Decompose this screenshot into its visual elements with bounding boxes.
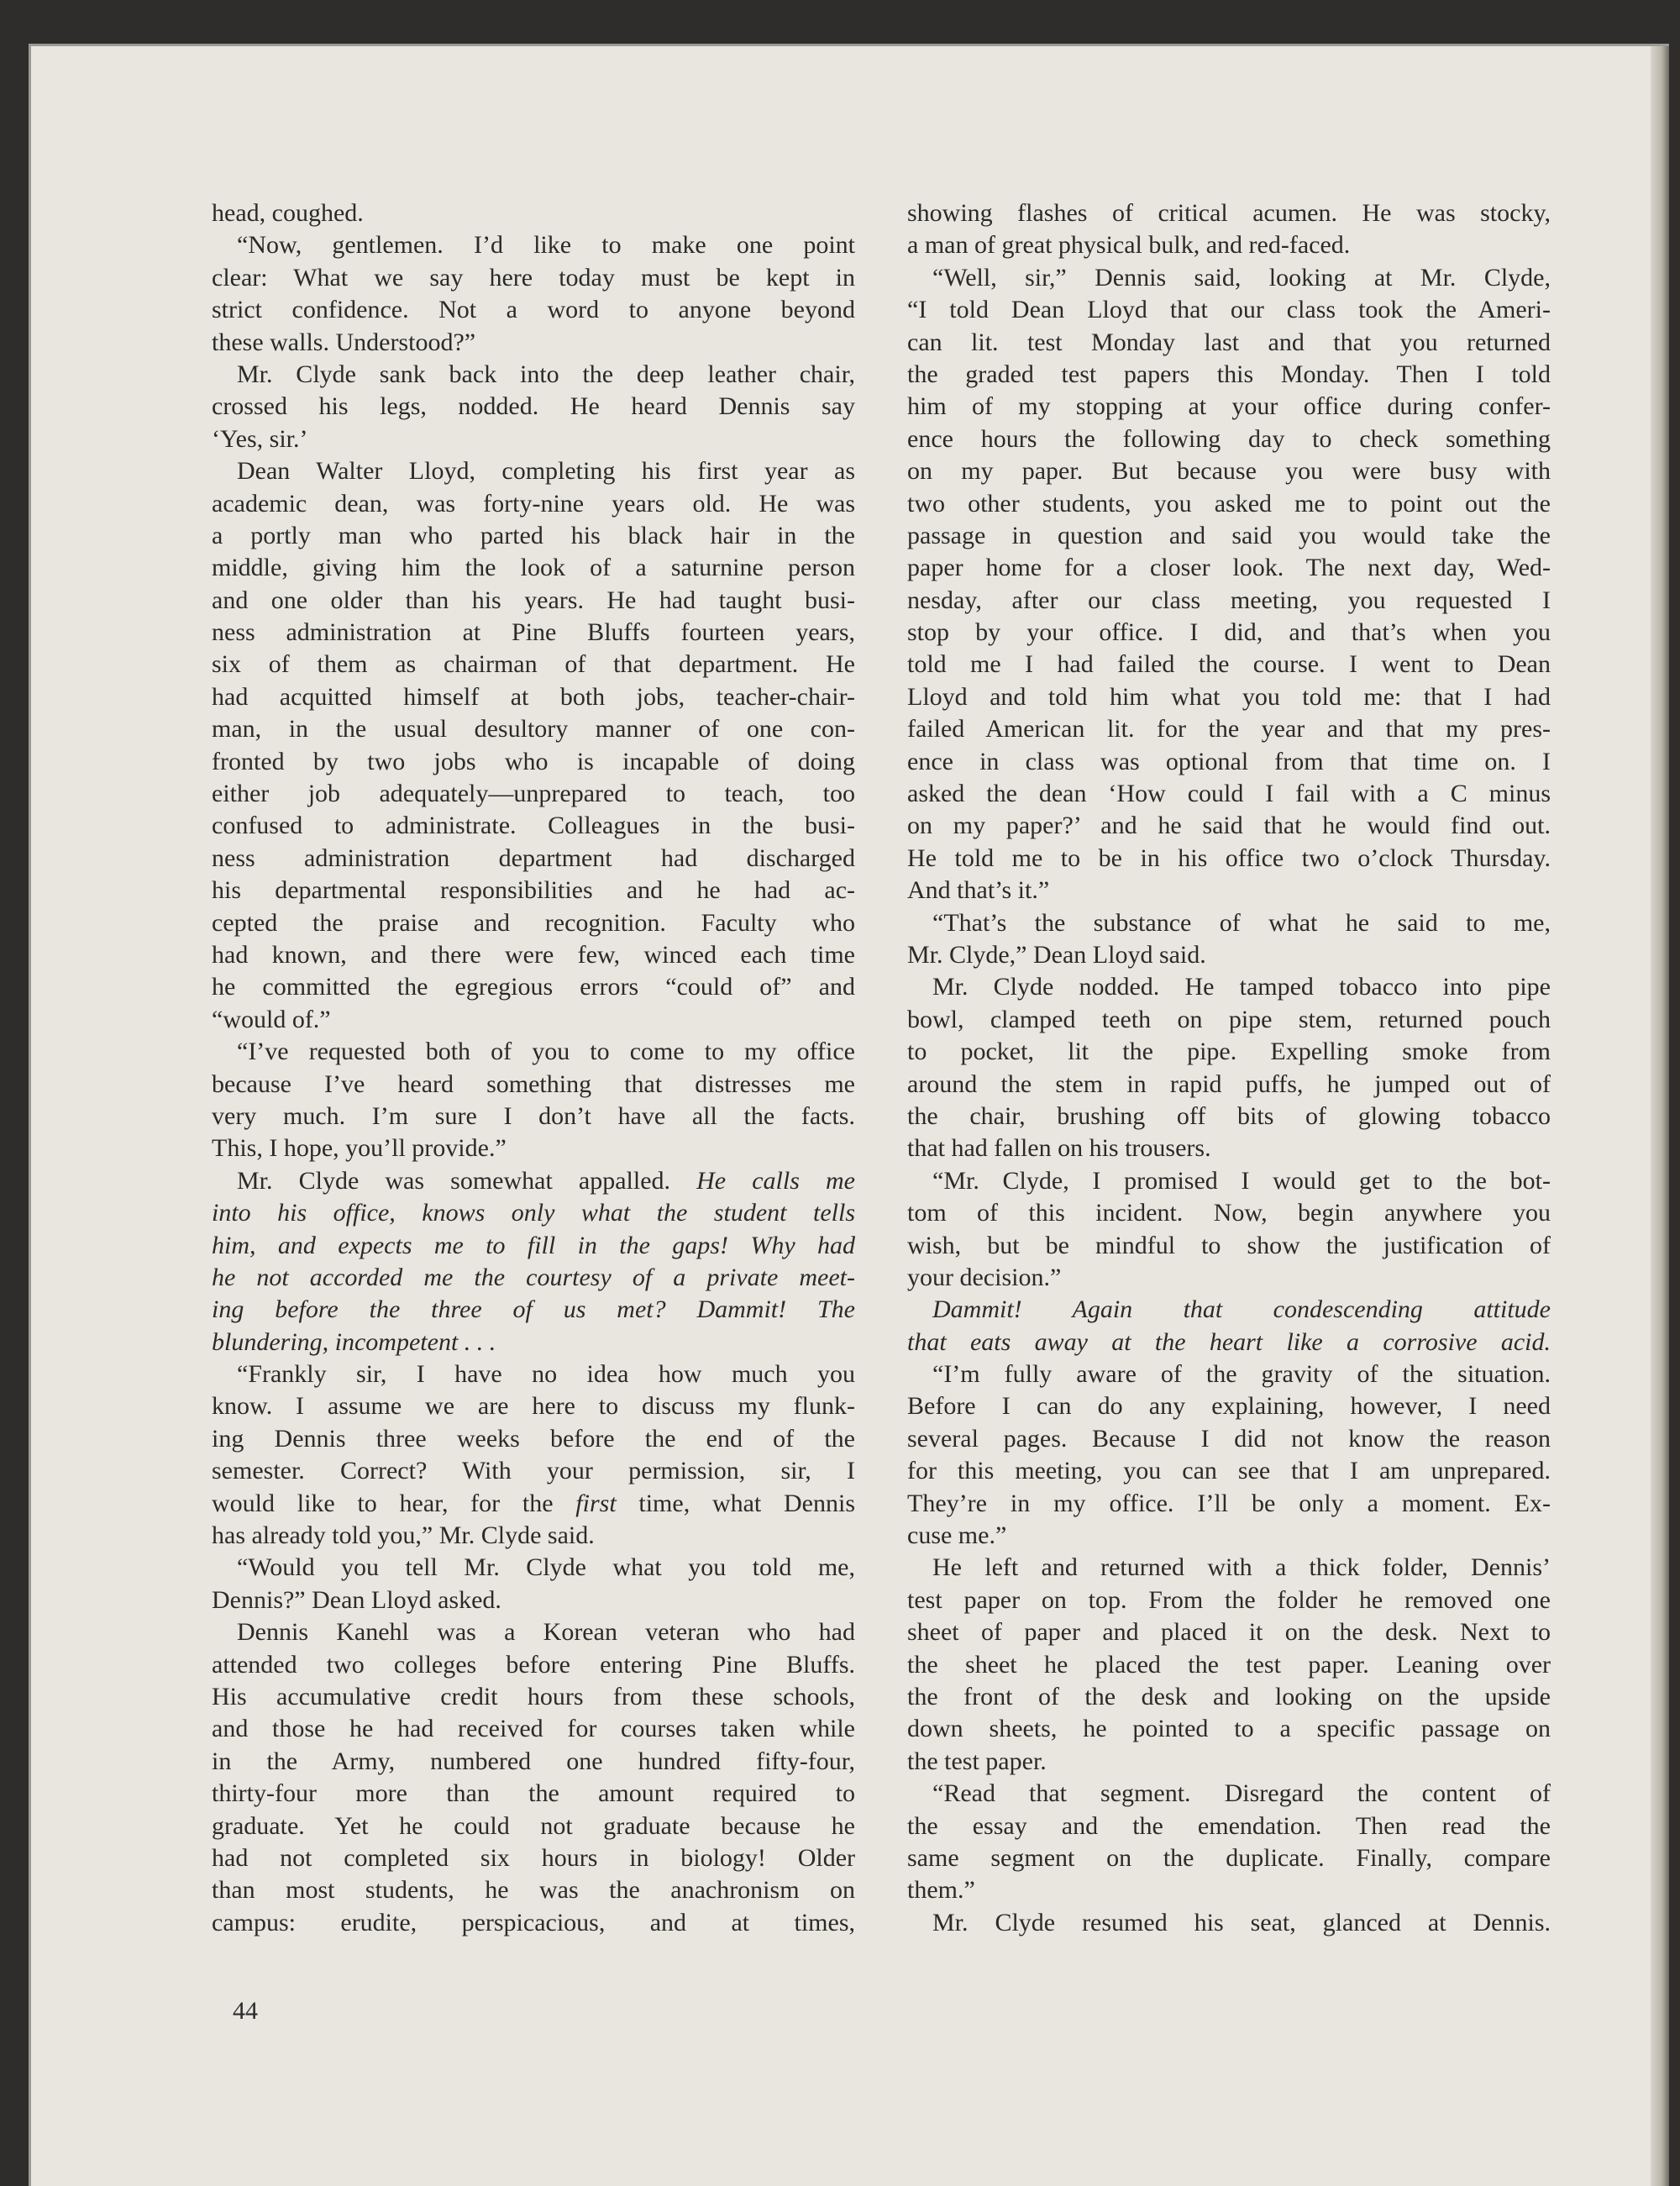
text-line: crossed his legs, nodded. He heard Dennis say	[212, 392, 855, 421]
text-line: This, I hope, you’ll provide.”	[212, 1134, 507, 1163]
text-line: that had fallen on his trousers.	[907, 1134, 1211, 1163]
text-line: “Now, gentlemen. I’d like to make one point	[237, 231, 855, 260]
text-line: had acquitted himself at both jobs, teacher-chair-	[212, 682, 855, 711]
text-line: Dean Walter Lloyd, completing his first year as	[237, 457, 855, 486]
text-line: bowl, clamped teeth on pipe stem, returned pouch	[907, 1005, 1551, 1033]
text-line: the test paper.	[907, 1747, 1047, 1775]
text-line: campus: erudite, perspicacious, and at times,	[212, 1908, 855, 1936]
text-line: wish, but be mindful to show the justification of	[907, 1231, 1551, 1259]
text-line: ing before the three of us met? Dammit! The	[212, 1295, 855, 1324]
text-line: him of my stopping at your office during confer-	[907, 392, 1551, 421]
text-line: into his office, knows only what the student tells	[212, 1199, 855, 1227]
text-line: asked the dean ‘How could I fail with a C minus	[907, 780, 1551, 808]
left-text-column	[212, 197, 855, 1939]
text-line: “Well, sir,” Dennis said, looking at Mr. Clyde,	[932, 263, 1551, 292]
text-line: academic dean, was forty-nine years old. He was	[212, 489, 855, 518]
text-line: because I’ve heard something that distresses me	[212, 1069, 855, 1098]
text-line: failed American lit. for the year and that my pres-	[907, 715, 1551, 744]
text-line: Before I can do any explaining, however, I need	[907, 1392, 1551, 1421]
text-line: “would of.”	[212, 1005, 331, 1033]
text-line: him, and expects me to fill in the gaps! Why had	[212, 1231, 855, 1259]
text-line: that eats away at the heart like a corrosive acid.	[907, 1327, 1551, 1356]
text-line: Mr. Clyde resumed his seat, glanced at Dennis.	[932, 1908, 1551, 1936]
text-line: Mr. Clyde,” Dean Lloyd said.	[907, 940, 1206, 969]
text-line: two other students, you asked me to point out the	[907, 489, 1551, 518]
text-segment: Mr. Clyde was somewhat appalled.	[237, 1166, 697, 1195]
text-line: He told me to be in his office two o’clock Thursday.	[907, 843, 1551, 872]
text-line: blundering, incompetent . . .	[212, 1327, 496, 1356]
text-line: very much. I’m sure I don’t have all the facts.	[212, 1101, 855, 1130]
text-line: several pages. Because I did not know the reason	[907, 1424, 1551, 1453]
text-line: around the stem in rapid puffs, he jumped out of	[907, 1069, 1551, 1098]
text-segment: time, what Dennis	[616, 1489, 855, 1517]
text-line: the graded test papers this Monday. Then I told	[907, 360, 1551, 388]
text-line: clear: What we say here today must be kept in	[212, 263, 855, 292]
italic-text-segment: He calls me	[696, 1166, 855, 1195]
text-line: sheet of paper and placed it on the desk. Next to	[907, 1618, 1551, 1647]
text-line: for this meeting, you can see that I am unprepared.	[907, 1457, 1551, 1485]
text-line: six of them as chairman of that department. He	[212, 650, 855, 679]
text-line: Dammit! Again that condescending attitude	[932, 1295, 1551, 1324]
text-line: test paper on top. From the folder he removed one	[907, 1585, 1551, 1614]
page-number: 44	[233, 1997, 258, 2025]
text-line: to pocket, lit the pipe. Expelling smoke from	[907, 1038, 1551, 1066]
text-line: “I’ve requested both of you to come to my office	[237, 1038, 855, 1066]
text-line: ness administration at Pine Bluffs fourteen years,	[212, 618, 855, 647]
text-line: ness administration department had discharged	[212, 843, 855, 872]
text-line: showing flashes of critical acumen. He was stocky,	[907, 199, 1551, 227]
text-line: ence hours the following day to check something	[907, 424, 1551, 453]
text-line: either job adequately—unprepared to teach, too	[212, 780, 855, 808]
text-line: “Read that segment. Disregard the content of	[932, 1779, 1551, 1808]
text-line: “I told Dean Lloyd that our class took the Ameri-	[907, 296, 1551, 324]
text-line: tom of this incident. Now, begin anywhere you	[907, 1199, 1551, 1227]
text-line: And that’s it.”	[907, 876, 1050, 905]
text-line	[212, 1165, 855, 1197]
text-line: cepted the praise and recognition. Faculty who	[212, 908, 855, 937]
text-line: confused to administrate. Colleagues in the busi-	[212, 812, 855, 840]
text-line: nesday, after our class meeting, you requested I	[907, 586, 1551, 614]
text-line: on my paper. But because you were busy with	[907, 457, 1551, 486]
text-line: a portly man who parted his black hair in the	[212, 521, 855, 549]
text-line: Mr. Clyde sank back into the deep leather chair,	[237, 360, 855, 388]
text-line: know. I assume we are here to discuss my flunk-	[212, 1392, 855, 1421]
text-line: He left and returned with a thick folder, Dennis’	[932, 1553, 1551, 1582]
text-line: your decision.”	[907, 1263, 1062, 1291]
text-line: he not accorded me the courtesy of a private meet-	[212, 1263, 855, 1291]
text-line: a man of great physical bulk, and red-faced.	[907, 231, 1351, 260]
text-line: paper home for a closer look. The next day, Wed-	[907, 554, 1551, 582]
text-line: man, in the usual desultory manner of one con-	[212, 715, 855, 744]
text-line: Lloyd and told him what you told me: that I had	[907, 682, 1551, 711]
text-line: he committed the egregious errors “could of” and	[212, 973, 855, 1001]
text-line: Mr. Clyde nodded. He tamped tobacco into pipe	[932, 973, 1551, 1001]
italic-text-segment: first	[575, 1489, 617, 1517]
text-line: them.”	[907, 1876, 975, 1905]
text-line: and one older than his years. He had taught busi-	[212, 586, 855, 614]
text-line: had not completed six hours in biology! Older	[212, 1843, 855, 1872]
text-line: same segment on the duplicate. Finally, compare	[907, 1843, 1551, 1872]
text-line: graduate. Yet he could not graduate because he	[212, 1811, 855, 1840]
text-line: these walls. Understood?”	[212, 328, 476, 356]
text-line: strict confidence. Not a word to anyone beyond	[212, 296, 855, 324]
text-line: on my paper?’ and he said that he would find out.	[907, 812, 1551, 840]
text-line: down sheets, he pointed to a specific passage on	[907, 1715, 1551, 1743]
book-page	[29, 44, 1669, 2186]
book-spine-edge	[1651, 46, 1669, 2186]
text-line: fronted by two jobs who is incapable of doing	[212, 747, 855, 775]
text-line: “That’s the substance of what he said to me,	[932, 908, 1551, 937]
text-line: cuse me.”	[907, 1521, 1007, 1550]
text-line: stop by your office. I did, and that’s when you	[907, 618, 1551, 647]
text-line: “Frankly sir, I have no idea how much you	[237, 1360, 855, 1389]
text-line: than most students, he was the anachronism on	[212, 1876, 855, 1905]
text-line: his departmental responsibilities and he had ac-	[212, 876, 855, 905]
text-line: “Would you tell Mr. Clyde what you told me,	[237, 1553, 855, 1582]
text-line: ing Dennis three weeks before the end of the	[212, 1424, 855, 1453]
text-line: the essay and the emendation. Then read the	[907, 1811, 1551, 1840]
text-line: the front of the desk and looking on the upside	[907, 1682, 1551, 1710]
text-line: in the Army, numbered one hundred fifty-four,	[212, 1747, 855, 1775]
text-line: and those he had received for courses taken while	[212, 1715, 855, 1743]
text-line: thirty-four more than the amount required to	[212, 1779, 855, 1808]
text-line	[212, 1488, 855, 1520]
text-line: His accumulative credit hours from these schools,	[212, 1682, 855, 1710]
text-line: ‘Yes, sir.’	[212, 424, 308, 453]
right-text-column	[907, 197, 1551, 1939]
text-line: They’re in my office. I’ll be only a moment. Ex-	[907, 1489, 1551, 1517]
text-line: can lit. test Monday last and that you returned	[907, 328, 1551, 356]
text-line: head, coughed.	[212, 199, 364, 227]
text-line: the chair, brushing off bits of glowing tobacco	[907, 1101, 1551, 1130]
text-line: told me I had failed the course. I went to Dean	[907, 650, 1551, 679]
text-line: Dennis Kanehl was a Korean veteran who had	[237, 1618, 855, 1647]
text-line: “Mr. Clyde, I promised I would get to the bot-	[932, 1166, 1551, 1195]
text-line: middle, giving him the look of a saturnine person	[212, 554, 855, 582]
text-line: attended two colleges before entering Pine Bluffs.	[212, 1650, 855, 1679]
text-line: the sheet he placed the test paper. Leaning over	[907, 1650, 1551, 1679]
text-line: had known, and there were few, winced each time	[212, 940, 855, 969]
text-line: passage in question and said you would take the	[907, 521, 1551, 549]
text-line: ence in class was optional from that time on. I	[907, 747, 1551, 775]
text-line: semester. Correct? With your permission, sir, I	[212, 1457, 855, 1485]
text-line: “I’m fully aware of the gravity of the situation.	[932, 1360, 1551, 1389]
text-line: Dennis?” Dean Lloyd asked.	[212, 1585, 501, 1614]
text-segment: would like to hear, for the	[212, 1489, 576, 1517]
text-line: has already told you,” Mr. Clyde said.	[212, 1521, 595, 1550]
